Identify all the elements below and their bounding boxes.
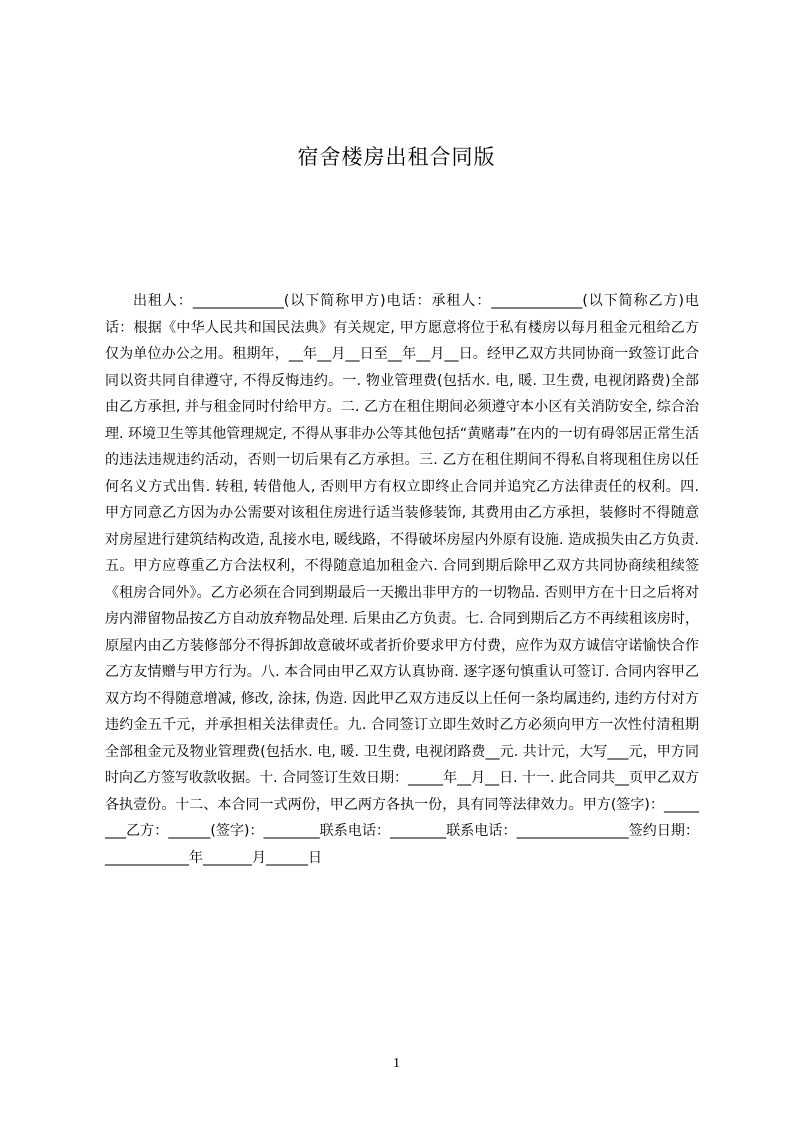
document-title: 宿舍楼房出租合同版 <box>297 145 496 169</box>
contract-body: 出租人：_____________(以下简称甲方)电话：承租人：_____________(以下简称乙方)电话：根据《中华人民共和国民法典》有关规定, 甲方愿意将位于私有楼房以每月租金元租给乙方仅为单位办公之用。租期年，__年__月__日至__年__月__日。经甲乙双方共同协商一致签订此合同以资共同自律遵守, 不得反悔违约。一. 物业管理费(包括水. 电, 暖. 卫生费, 电视闭路费)全部由乙方承担, 并与租金同时付给甲方。二. 乙方在租住期间必须遵守本小区有关消防安全, 综合治理. 环境卫生等其他管理规定, 不得从事非办公等其他包括“黄赌毒”在内的一切有碍邻居正常生活的违法违规违约活动，否则一切后果有乙方承担。三. 乙方在租住期间不得私自将现租住房以任何名义方式出售. 转租, 转借他人, 否则甲方有权立即终止合同并追究乙方法律责任的权利。四. 甲方同意乙方因为办公需要对该租住房进行适当装修装饰, 其费用由乙方承担，装修时不得随意对房屋进行建筑结构改造, 乱接水电, 暖线路，不得破坏房屋内外原有设施. 造成损失由乙方负责. 五。甲方应尊重乙方合法权利，不得随意追加租金六. 合同到期后除甲乙双方共同协商续租续签《租房合同外》。乙方必须在合同到期最后一天搬出非甲方的一切物品. 否则甲方在十日之后将对房内滞留物品按乙方自动放弃物品处理. 后果由乙方负责。七. 合同到期后乙方不再续租该房时，原屋内由乙方装修部分不得拆卸故意破坏或者折价要求甲方付费，应作为双方诚信守诺愉快合作乙方友情赠与甲方行为。八. 本合同由甲乙双方认真协商. 逐字逐句慎重认可签订. 合同内容甲乙双方均不得随意增减, 修改, 涂抹, 伪造. 因此甲乙双方违反以上任何一条均属违约, 违约方付对方违约金五千元，并承担相关法律责任。九. 合同签订立即生效时乙方必须向甲方一次性付清租期全部租金元及物业管理费(包括水. 电, 暖. 卫生费, 电视闭路费__元. 共计元，大写___元，甲方同时向乙方签写收款收据。十. 合同签订生效日期：_____年__月__日. 十一. 此合同共__页甲乙双方各执壹份。十二、本合同一式两份，甲乙两方各执一份，具有同等法律效力。甲方(签字)：________乙方：______(签字)：________联系电话：________联系电话：________________签约日期：____________年_______月______日 <box>105 293 699 866</box>
page-number: 1 <box>393 1056 400 1071</box>
